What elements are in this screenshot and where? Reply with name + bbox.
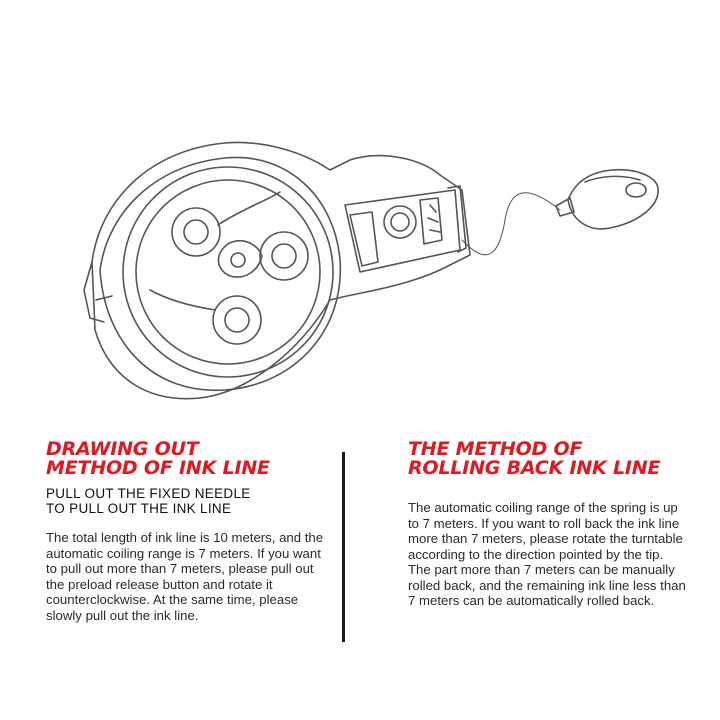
heading-line: THE METHOD OF	[408, 438, 583, 460]
spool-hole-bottom	[213, 296, 261, 344]
heading-line: DRAWING OUT	[46, 438, 199, 460]
rolling-back-section	[408, 440, 688, 609]
needle-weight	[568, 170, 658, 229]
drawing-out-subheading	[46, 486, 326, 516]
drawing-out-heading	[46, 440, 326, 478]
subheading-line: TO PULL OUT THE INK LINE	[46, 501, 232, 516]
column-divider	[342, 452, 345, 642]
spool-hole-right	[260, 232, 308, 280]
subheading-line: PULL OUT THE FIXED NEEDLE	[46, 486, 251, 501]
spool-hole-top	[172, 208, 220, 256]
heading-line: METHOD OF INK LINE	[46, 457, 270, 479]
heading-line: ROLLING BACK INK LINE	[408, 457, 661, 479]
drawing-out-body: The total length of ink line is 10 meters, and the automatic coiling range is 7 meters. If you want to pull out more than 7 meters, please pull out the preload release button and rotate it counterclockwise. At the same time, please slowly pull out the ink line.	[46, 530, 324, 623]
drawing-out-section	[46, 440, 326, 623]
rolling-back-body: The automatic coiling range of the spring is up to 7 meters. If you want to roll back the ink line more than 7 meters, please rotate the turntable according to the direction pointed by the tip. The part more than 7 meters can be manually rolled back, and the remaining ink line less than 7 meters can be automatically rolled back.	[408, 500, 686, 608]
rolling-back-heading	[408, 440, 688, 478]
ink-line	[462, 193, 560, 255]
